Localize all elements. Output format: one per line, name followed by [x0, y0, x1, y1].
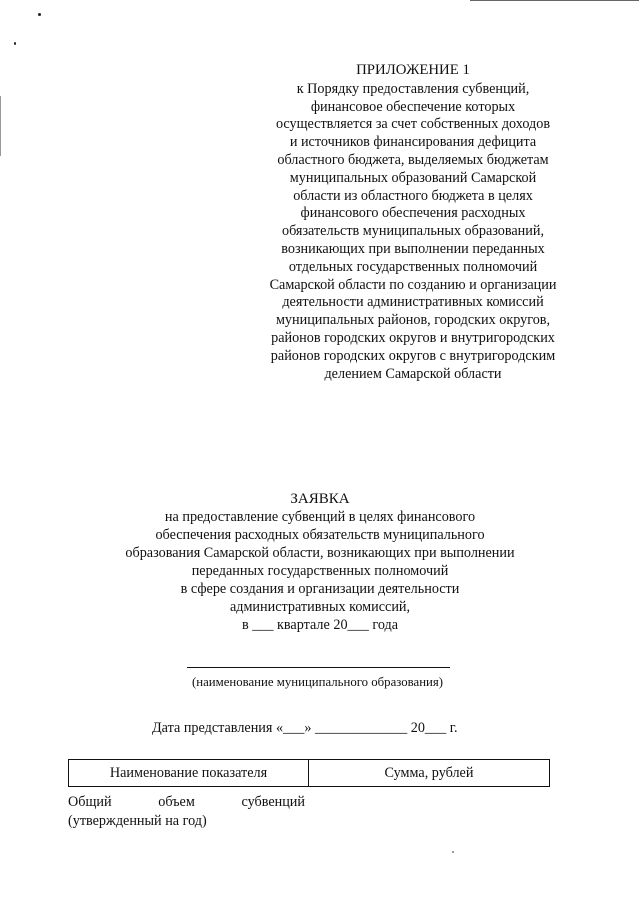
- indicator-total-subventions: [68, 793, 308, 831]
- application-title: ЗАЯВКА: [290, 491, 350, 507]
- table-header-amount: Сумма, рублей: [384, 764, 474, 781]
- appendix-line: возникающих при выполнении переданных: [281, 240, 545, 257]
- application-line: на предоставление субвенций в целях финансового: [164, 509, 476, 525]
- appendix-line: к Порядку предоставления субвенций,: [296, 80, 530, 97]
- municipality-name-field[interactable]: [187, 667, 450, 668]
- application-line: административных комиссий,: [229, 599, 411, 615]
- scan-speck: [452, 851, 454, 853]
- appendix-line: муниципальных районов, городских округов,: [275, 312, 551, 329]
- indicator-first-line: [68, 793, 305, 812]
- indicator-word: объем: [158, 794, 195, 810]
- appendix-block: [238, 62, 588, 383]
- appendix-line: районов городских округов и внутригородских: [271, 329, 555, 346]
- indicator-word: Общий: [68, 794, 112, 810]
- application-line: в сфере создания и организации деятельности: [180, 581, 460, 597]
- indicator-word: субвенций: [241, 794, 305, 810]
- scan-edge-line: [470, 0, 639, 1]
- submission-date: Дата представления «___» _____________ 20___ г.: [152, 720, 458, 736]
- appendix-line: осуществляется за счет собственных доходов: [275, 116, 551, 133]
- municipality-caption: (наименование муниципального образования): [191, 675, 444, 689]
- indicator-second-line: (утвержденный на год): [68, 813, 207, 829]
- scan-edge-line: [0, 96, 1, 156]
- scan-speck: [14, 42, 16, 45]
- appendix-line: финансовое обеспечение которых: [310, 98, 516, 115]
- appendix-line: Самарской области по созданию и организации: [269, 276, 557, 293]
- table-header-indicator: Наименование показателя: [69, 760, 309, 786]
- appendix-line: районов городских округов с внутригородским: [270, 347, 556, 364]
- appendix-line: отдельных государственных полномочий: [288, 258, 538, 275]
- scan-speck: [38, 13, 41, 16]
- indicator-table: [68, 759, 550, 787]
- appendix-heading: ПРИЛОЖЕНИЕ 1: [356, 62, 470, 78]
- application-line: обеспечения расходных обязательств муниципального: [155, 527, 485, 543]
- application-line: в ___ квартале 20___ года: [241, 617, 399, 633]
- appendix-line: финансового обеспечения расходных: [300, 205, 526, 222]
- appendix-line: делением Самарской области: [324, 365, 502, 382]
- appendix-line: областного бюджета, выделяемых бюджетам: [277, 151, 549, 168]
- appendix-line: деятельности административных комиссий: [282, 294, 544, 311]
- application-line: переданных государственных полномочий: [191, 563, 449, 579]
- appendix-line: и источников финансирования дефицита: [289, 134, 537, 151]
- appendix-line: области из областного бюджета в целях: [293, 187, 533, 204]
- appendix-line: муниципальных образований Самарской: [289, 169, 537, 186]
- appendix-line: обязательств муниципальных образований,: [281, 223, 545, 240]
- application-line: образования Самарской области, возникающих при выполнении: [125, 545, 515, 561]
- application-block: [60, 490, 580, 634]
